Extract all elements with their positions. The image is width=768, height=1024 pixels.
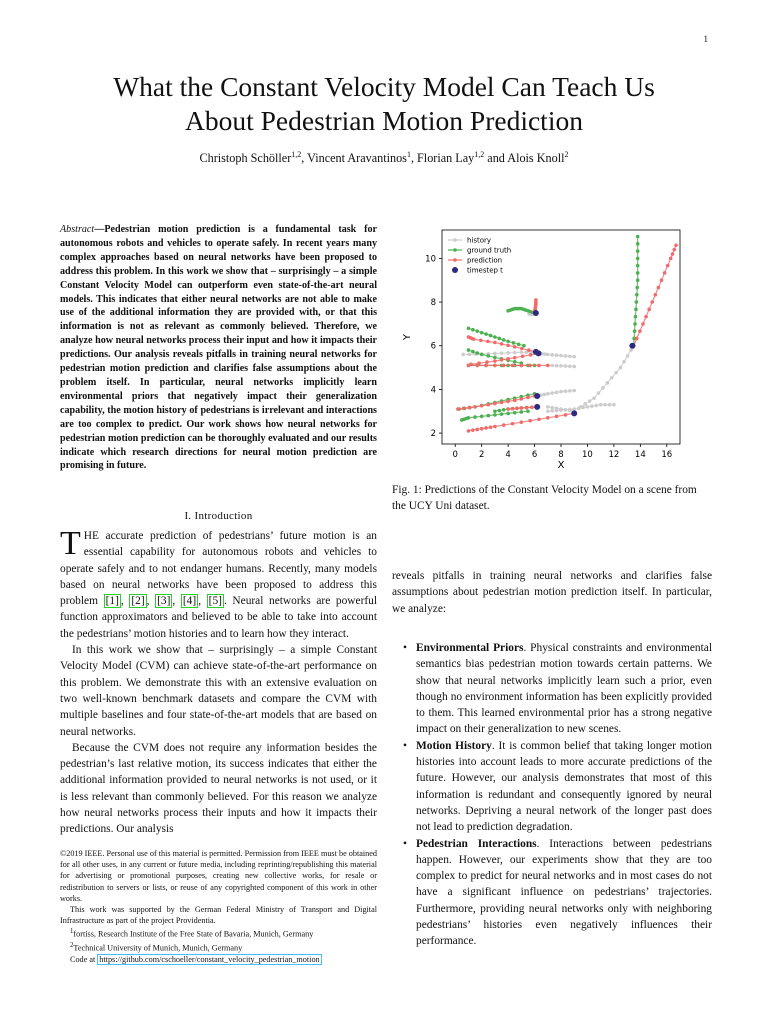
prediction-point [484,426,488,430]
prediction-point [456,407,460,411]
figure-1 [392,222,712,477]
history-point [550,353,554,357]
legend-label: prediction [467,256,503,265]
legend-marker [453,258,457,262]
ground-truth-point [634,315,638,319]
list-text: . Interactions between pedestrians happen. However, our experiments show that they are too complex to predict for neural networks and in most cases do not have a significant influence on pedestrians’ trajectories. Furthermore, providing neural networks only with neighboring pedestrians’ histories even negatively influences their performance. [416,837,712,948]
history-point [568,408,572,412]
y-tick-label: 8 [430,298,436,309]
prediction-point [638,329,642,333]
prediction-point [546,416,550,420]
intro-paragraph: THE accurate prediction of pedestrians’ future motion is an essential capability for autonomous robots and vehicles to operate safely and to not endanger humans. Recently, many models based on neural networks have been proposed to address this problem [1] , [2] , [3] , [4] , [5] . Neural networks are powerful function approximators and believed to be able to take into account the pedestrians’ motion histories and to learn how they interact. [60,525,378,640]
timestep-point [536,350,542,356]
bullet-icon: • [403,739,407,752]
funding-note: This work was supported by the German Federal Ministry of Transport and Digital Infrastructure as part of the project Providentia. [60,905,377,926]
analysis-list [400,640,712,950]
ground-truth-point [502,408,506,412]
ground-truth-point [633,322,637,326]
history-point [568,389,572,393]
prediction-point [511,407,515,411]
prediction-point [475,428,479,432]
prediction-point [520,364,524,368]
prediction-point [520,397,524,401]
x-tick-label: 14 [634,450,646,460]
abstract-text: —Pedestrian motion prediction is a fundamental task for autonomous robots and vehicles to operate safely. In recent years many complex approaches based on neural networks have been proposed to address this problem. In this work we show that – surprisingly – a simple Constant Velocity Model can outperform even state-of-the-art neural models. This indicates that either neural networks are not able to make use of the additional information they are provided with, or that this information is not as relevant as commonly believed. Therefore, we analyze how neural networks process their input and how it impacts their predictions. Our analysis reveals pitfalls in training neural networks for pedestrian motion prediction and clarifies false assumptions about the problem itself. In particular, neural networks implicitly learn environmental priors that negatively impact their generalization capability, the motion history of pedestrians is irrelevant and interactions are too complex to predict. Our work shows how neural networks for pedestrian motion prediction can be thoroughly evaluated and our results indicate which research directions for neural motion prediction are promising in future. [60,224,377,472]
prediction-point [527,348,531,352]
prediction-point [520,347,524,351]
prediction-point [484,364,488,368]
history-point [592,396,596,400]
ground-truth-point [480,331,484,335]
code-url-link[interactable]: https://github.com/cschoeller/constant_velocity_pedestrian_motion [99,955,320,965]
copyright-notice: ©2019 IEEE. Personal use of this material is permitted. Permission from IEEE must be obtained for all other uses, in any current or future media, including reprinting/republishing this material for advertising or promotional purposes, creating new collective works, for resale or redistribution to servers or lists, or reuse of any copyrighted component of this work in other works. [60,849,377,903]
prediction-point [500,358,504,362]
prediction-point [657,286,661,290]
prediction-point [475,364,479,368]
prediction-point [647,308,651,312]
ground-truth-point [512,341,516,345]
history-point [597,391,601,395]
ground-truth-point [513,360,517,364]
list-item [400,640,712,738]
ground-truth-point [467,348,471,352]
ground-truth-point [520,410,524,414]
history-point [559,408,563,412]
prediction-point [506,357,510,361]
history-point [546,409,550,413]
prediction-point [672,248,676,252]
prediction-point [486,340,490,344]
x-tick-label: 4 [505,450,511,460]
citation-link[interactable]: [5] [208,595,222,608]
ground-truth-point [471,350,475,354]
ground-truth-point [486,414,490,418]
citation-link[interactable]: [4] [182,595,197,608]
history-point [586,405,590,409]
prediction-point [493,341,497,345]
ground-truth-point [636,278,640,282]
ground-truth-point [497,409,501,413]
section-heading: I. Introduction [184,510,253,522]
author-name: Alois Knoll [507,151,565,166]
prediction-point [467,335,471,339]
prediction-point [555,415,559,419]
legend-label: history [467,236,492,245]
list-text: . Physical constraints and environmental semantics bias pedestrian motion towards certain patterns. We show that neural networks implicitly learn such a prior, even though no environment information has been explicitly provided to them. This learned environmental prior has a strong negative impact on their generalization to new scenes. [416,642,712,736]
author-affil: 1,2 [474,150,485,159]
ground-truth-point [493,356,497,360]
history-point [579,405,583,409]
history-point [614,371,618,375]
title-line-1: What the Constant Velocity Model Can Teach Us [113,71,655,102]
prediction-point [485,360,489,364]
list-term: Environmental Priors [416,642,524,654]
legend-label: ground truth [467,246,512,255]
ground-truth-point [526,409,530,413]
list-term: Pedestrian Interactions [416,837,537,850]
prediction-point [511,422,515,426]
history-point [608,403,612,407]
prediction-point [529,353,533,357]
history-point [513,351,517,355]
history-point [550,409,554,413]
code-note [60,954,377,965]
prediction-point [511,364,515,368]
timestep-point [571,410,577,416]
timestep-point [629,343,635,349]
ground-truth-point [634,308,638,312]
history-point [572,365,576,369]
ground-truth-point [460,418,464,422]
ground-truth-point [484,332,488,336]
intro-paragraph: Because the CVM does not require any information besides the pedestrian’s last relative motion, its success indicates that either the additional information provided to neural networks is not used, or it is less relevant than commonly believed. For this reason we analyze how neural networks process their inputs and how it impacts their predictions. Our analysis [60,741,377,836]
history-point [612,403,616,407]
ground-truth-point [635,286,639,290]
history-point [583,402,587,406]
history-point [590,404,594,408]
x-tick-label: 10 [582,450,593,460]
prediction-point [635,337,639,341]
history-point [546,392,550,396]
history-point [603,403,607,407]
prediction-point [530,405,534,409]
intro-paragraph: In this work we show that – surprisingly – a simple Constant Velocity Model (CVM) can achieve state-of-the-art performance on this problem. We demonstrate this with an extensive evaluation on two well-known benchmark datasets and compare the CVM with multiple baselines and four state-of-the-art models that are based on neural networks. [60,644,377,738]
intro-p1-end: . Neural networks are powerful function approximators and believed to be able to take into account the pedestrians’ motion histories and to learn how they interact. [60,595,378,640]
author-list: Christoph Schöller$^{1,2}$, Vincent Aravantinos$^1$, Florian Lay$^{1,2}$ and Alois Knoll$^2$ [199,150,569,166]
history-point [619,366,623,370]
ground-truth-point [486,354,490,358]
prediction-point [660,278,664,282]
prediction-point [666,264,670,268]
x-axis-label: X [557,460,565,471]
author-name: Vincent Aravantinos [307,151,407,166]
ground-truth-point [489,334,493,338]
affiliation [60,926,377,940]
timestep-point [533,310,539,316]
timestep-point [534,404,540,410]
prediction-point [520,406,524,410]
history-point [542,393,546,397]
bullet-icon: • [403,642,407,654]
history-point [568,364,572,368]
ground-truth-point [480,415,484,419]
citation-link[interactable]: [2] [131,595,145,608]
affil-marker: 2 [70,942,74,950]
prediction-point [528,364,532,368]
history-point [550,364,554,368]
right-paragraph: reveals pitfalls in training neural networks and clarifies false assumptions about pedestrian motion prediction itself. In particular, we analyze: [392,570,712,615]
affil-text: Technical University of Munich, Munich, Germany [73,944,243,954]
prediction-point [537,417,541,421]
y-tick-label: 4 [430,385,436,396]
prediction-point [528,419,532,423]
author-name: Christoph Schöller [199,151,292,166]
prediction-point [493,425,497,429]
history-point [546,353,550,357]
x-tick-label: 2 [478,450,485,460]
bullet-icon: • [403,837,407,850]
ground-truth-point [635,300,639,304]
prediction-point [493,364,497,368]
prediction-point [480,404,484,408]
x-tick-label: 8 [558,450,564,460]
prediction-point [467,429,471,433]
prediction-point [493,402,497,406]
prediction-point [473,405,477,409]
history-point [555,353,559,357]
prediction-point [468,406,472,410]
prediction-point [537,364,541,368]
timestep-point [534,393,540,399]
prediction-point [500,342,504,346]
history-point [468,353,472,357]
list-item [400,738,712,836]
ground-truth-point [513,411,517,415]
legend-marker [453,248,457,252]
history-point [559,364,563,368]
prediction-point [462,407,466,411]
ground-truth-point [473,415,477,419]
prediction-point [506,344,510,348]
y-axis-label: Y [402,333,413,341]
ground-truth-point [502,338,506,342]
history-point [622,360,626,364]
ground-truth-point [633,329,637,333]
prediction-point [520,420,524,424]
prediction-point [564,413,568,417]
prediction-point [546,364,550,368]
ground-truth-point [500,412,504,416]
x-tick-label: 0 [452,450,458,460]
abstract [60,223,377,473]
history-point [601,386,605,390]
prediction-point [526,396,530,400]
history-point [572,389,576,393]
introduction-text [60,525,378,838]
history-point [572,407,576,411]
ground-truth-point [517,342,521,346]
ground-truth-point [475,329,479,333]
affiliation [60,940,377,954]
affil-marker: 1 [70,928,74,936]
chart-legend [448,237,511,275]
author-affil: 2 [564,150,569,159]
axis-ticks [425,254,672,460]
history-point [559,354,563,358]
footnote [60,848,377,966]
ground-truth-point [506,340,510,344]
prediction-point [534,298,538,302]
history-point [555,409,559,413]
legend-label: timestep t [467,266,503,275]
trajectory-chart [392,222,712,477]
ground-truth-point [467,326,471,330]
ground-truth-point [636,257,640,261]
prediction-point [506,400,510,404]
prediction-point [521,354,525,358]
prediction-point [493,359,497,363]
affil-text: fortiss, Research Institute of the Free State of Bavaria, Munich, Germany [73,930,314,940]
list-item [400,836,712,950]
right-column-text [392,568,712,617]
history-point [555,391,559,395]
history-point [610,376,614,380]
x-tick-label: 16 [661,450,673,460]
history-point [564,354,568,358]
ground-truth-point [480,353,484,357]
prediction-point [513,356,517,360]
list-term: Motion History [416,739,492,752]
history-point [550,391,554,395]
author-affil: 1 [406,150,411,159]
history-point [564,364,568,368]
prediction-point [502,364,506,368]
y-tick-label: 2 [430,429,436,440]
history-point [588,399,592,403]
abstract-label: Abstract [60,224,95,235]
prediction-point [502,423,506,427]
prediction-point [506,407,510,411]
prediction-point [515,407,519,411]
ground-truth-point [471,328,475,332]
history-point [572,355,576,359]
history-point [564,389,568,393]
history-point [550,406,554,410]
ground-truth-point [636,235,640,239]
history-point [461,353,465,357]
prediction-point [650,300,654,304]
prediction-point [489,425,493,429]
history-point [629,348,633,352]
history-point [594,404,598,408]
history-point [605,381,609,385]
history-point [506,351,510,355]
ground-truth-point [635,293,639,297]
prediction-point [654,293,658,297]
prediction-point [479,338,483,342]
prediction-point [525,406,529,410]
drop-cap: T [60,525,81,562]
history-point [559,390,563,394]
title-line-2: About Pedestrian Motion Prediction [185,105,583,136]
ground-truth-point [497,337,501,341]
prediction-point [674,243,678,247]
author-name: Florian Lay [417,151,475,166]
history-point [493,352,497,356]
prediction-point [486,403,490,407]
figure-caption: Fig. 1: Predictions of the Constant Velocity Model on a scene from the UCY Uni dataset. [392,484,697,513]
prediction-point [471,428,475,432]
history-point [555,364,559,368]
author-affil: 1,2 [291,150,302,159]
prediction-point [644,315,648,319]
code-label: Code at [70,955,96,965]
x-tick-label: 6 [531,450,538,460]
history-point [564,408,568,412]
y-tick-label: 6 [430,341,436,352]
paper-title [40,70,728,138]
ground-truth-line [634,237,638,346]
history-point [520,350,524,354]
prediction-point [663,271,667,275]
author-conjunction: and [487,151,505,166]
history-point [500,351,504,355]
prediction-point [513,345,517,349]
citation-link[interactable]: [1] [105,595,119,608]
prediction-point [480,427,484,431]
prediction-point [669,257,673,261]
history-point [599,403,603,407]
history-point [568,354,572,358]
ground-truth-point [636,242,640,246]
prediction-point [513,399,517,403]
prediction-point [641,322,645,326]
list-text: . It is common belief that taking longer motion histories into account leads to more accurate predictions of the future. However, our analysis demonstrates that most of this information is redundant and consequently ignored by neural networks. Depriving a neural network of the longer past does not lead to prediction degradation. [416,739,713,834]
prediction-point [467,364,471,368]
legend-marker [453,238,457,242]
history-point [543,352,547,356]
page-number: 1 [703,34,708,44]
x-tick-label: 12 [608,450,620,460]
ground-truth-point [475,351,479,355]
history-point [626,354,630,358]
ground-truth-point [493,409,497,413]
history-point [546,405,550,409]
history-line [581,350,631,407]
y-tick-label: 10 [425,254,436,265]
ground-truth-point [636,249,640,253]
prediction-point [671,252,675,256]
prediction-point [500,401,504,405]
citation-link[interactable]: [3] [157,595,171,608]
intro-p1-start: HE accurate prediction of pedestrians’ future motion is an essential capability for autonomous robots and vehicles to operate safely and to not endanger humans. Recently, many models based on neural networks have been proposed to address this problem [60,530,377,608]
ground-truth-point [493,413,497,417]
ground-truth-point [506,412,510,416]
legend-marker [452,267,458,273]
ground-truth-point [493,335,497,339]
ground-truth-point [636,264,640,268]
ground-truth-point [636,271,640,275]
